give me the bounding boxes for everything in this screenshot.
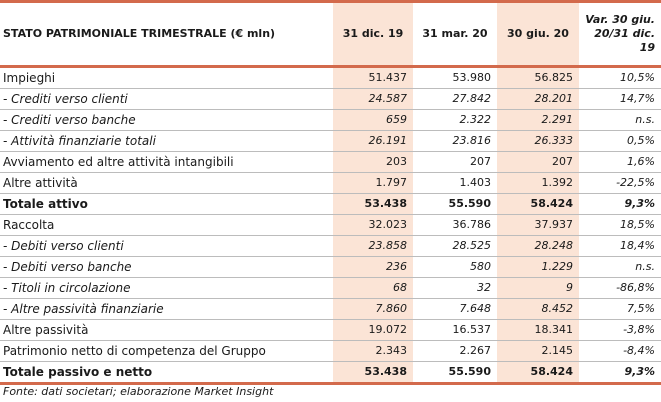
row-label: - Altre passività finanziarie bbox=[0, 299, 333, 320]
cell-dec19: 32.023 bbox=[333, 215, 413, 236]
cell-mar20: 1.403 bbox=[413, 173, 497, 194]
cell-jun20: 56.825 bbox=[497, 67, 579, 89]
cell-mar20: 36.786 bbox=[413, 215, 497, 236]
cell-jun20: 9 bbox=[497, 278, 579, 299]
cell-mar20: 27.842 bbox=[413, 89, 497, 110]
cell-jun20: 2.145 bbox=[497, 341, 579, 362]
cell-mar20: 2.267 bbox=[413, 341, 497, 362]
table-row bbox=[0, 131, 661, 152]
table-row bbox=[0, 215, 661, 236]
cell-mar20: 16.537 bbox=[413, 320, 497, 341]
cell-jun20: 207 bbox=[497, 152, 579, 173]
header-col-dec19: 31 dic. 19 bbox=[333, 2, 413, 67]
cell-dec19: 68 bbox=[333, 278, 413, 299]
cell-variation: -8,4% bbox=[579, 341, 661, 362]
cell-variation: n.s. bbox=[579, 257, 661, 278]
table-row bbox=[0, 257, 661, 278]
table-row bbox=[0, 89, 661, 110]
cell-variation: 18,5% bbox=[579, 215, 661, 236]
source-note: Fonte: dati societari; elaborazione Market Insight bbox=[3, 385, 274, 398]
row-label: Impieghi bbox=[0, 67, 333, 89]
table-row bbox=[0, 194, 661, 215]
row-label: Totale passivo e netto bbox=[0, 362, 333, 384]
cell-variation: 9,3% bbox=[579, 362, 661, 384]
cell-dec19: 24.587 bbox=[333, 89, 413, 110]
row-label: - Crediti verso clienti bbox=[0, 89, 333, 110]
row-label: - Debiti verso banche bbox=[0, 257, 333, 278]
cell-dec19: 203 bbox=[333, 152, 413, 173]
cell-variation: 1,6% bbox=[579, 152, 661, 173]
cell-jun20: 1.392 bbox=[497, 173, 579, 194]
row-label: - Crediti verso banche bbox=[0, 110, 333, 131]
cell-variation: 14,7% bbox=[579, 89, 661, 110]
cell-mar20: 7.648 bbox=[413, 299, 497, 320]
cell-variation: 9,3% bbox=[579, 194, 661, 215]
table-row bbox=[0, 299, 661, 320]
table-row bbox=[0, 320, 661, 341]
cell-jun20: 37.937 bbox=[497, 215, 579, 236]
cell-mar20: 580 bbox=[413, 257, 497, 278]
row-label: - Attività finanziarie totali bbox=[0, 131, 333, 152]
cell-jun20: 1.229 bbox=[497, 257, 579, 278]
cell-jun20: 8.452 bbox=[497, 299, 579, 320]
table-body bbox=[0, 67, 661, 384]
cell-mar20: 207 bbox=[413, 152, 497, 173]
header-col-variation: Var. 30 giu. 20/31 dic. 19 bbox=[579, 2, 661, 67]
cell-jun20: 58.424 bbox=[497, 362, 579, 384]
cell-dec19: 659 bbox=[333, 110, 413, 131]
row-label: Raccolta bbox=[0, 215, 333, 236]
cell-variation: -3,8% bbox=[579, 320, 661, 341]
table-row bbox=[0, 278, 661, 299]
cell-dec19: 19.072 bbox=[333, 320, 413, 341]
row-label: - Debiti verso clienti bbox=[0, 236, 333, 257]
cell-variation: 18,4% bbox=[579, 236, 661, 257]
cell-jun20: 2.291 bbox=[497, 110, 579, 131]
table-row bbox=[0, 341, 661, 362]
cell-dec19: 7.860 bbox=[333, 299, 413, 320]
table-row bbox=[0, 173, 661, 194]
cell-dec19: 53.438 bbox=[333, 362, 413, 384]
table-row bbox=[0, 152, 661, 173]
table-row bbox=[0, 67, 661, 89]
header-row bbox=[0, 2, 661, 67]
cell-variation: 10,5% bbox=[579, 67, 661, 89]
cell-dec19: 26.191 bbox=[333, 131, 413, 152]
row-label: Altre attività bbox=[0, 173, 333, 194]
row-label: Avviamento ed altre attività intangibili bbox=[0, 152, 333, 173]
cell-dec19: 53.438 bbox=[333, 194, 413, 215]
cell-dec19: 2.343 bbox=[333, 341, 413, 362]
cell-variation: n.s. bbox=[579, 110, 661, 131]
cell-dec19: 51.437 bbox=[333, 67, 413, 89]
cell-mar20: 55.590 bbox=[413, 194, 497, 215]
table-row bbox=[0, 362, 661, 384]
cell-mar20: 23.816 bbox=[413, 131, 497, 152]
cell-mar20: 2.322 bbox=[413, 110, 497, 131]
header-col-mar20: 31 mar. 20 bbox=[413, 2, 497, 67]
row-label: - Titoli in circolazione bbox=[0, 278, 333, 299]
cell-variation: 7,5% bbox=[579, 299, 661, 320]
cell-mar20: 55.590 bbox=[413, 362, 497, 384]
cell-dec19: 23.858 bbox=[333, 236, 413, 257]
header-col-jun20: 30 giu. 20 bbox=[497, 2, 579, 67]
cell-variation: -22,5% bbox=[579, 173, 661, 194]
cell-mar20: 28.525 bbox=[413, 236, 497, 257]
row-label: Patrimonio netto di competenza del Gruppo bbox=[0, 341, 333, 362]
cell-variation: -86,8% bbox=[579, 278, 661, 299]
cell-dec19: 1.797 bbox=[333, 173, 413, 194]
cell-variation: 0,5% bbox=[579, 131, 661, 152]
cell-jun20: 58.424 bbox=[497, 194, 579, 215]
row-label: Altre passività bbox=[0, 320, 333, 341]
header-title: STATO PATRIMONIALE TRIMESTRALE (€ mln) bbox=[0, 2, 333, 67]
cell-jun20: 26.333 bbox=[497, 131, 579, 152]
cell-mar20: 32 bbox=[413, 278, 497, 299]
cell-jun20: 28.248 bbox=[497, 236, 579, 257]
table-row bbox=[0, 110, 661, 131]
cell-mar20: 53.980 bbox=[413, 67, 497, 89]
cell-jun20: 28.201 bbox=[497, 89, 579, 110]
row-label: Totale attivo bbox=[0, 194, 333, 215]
cell-dec19: 236 bbox=[333, 257, 413, 278]
table-row bbox=[0, 236, 661, 257]
cell-jun20: 18.341 bbox=[497, 320, 579, 341]
